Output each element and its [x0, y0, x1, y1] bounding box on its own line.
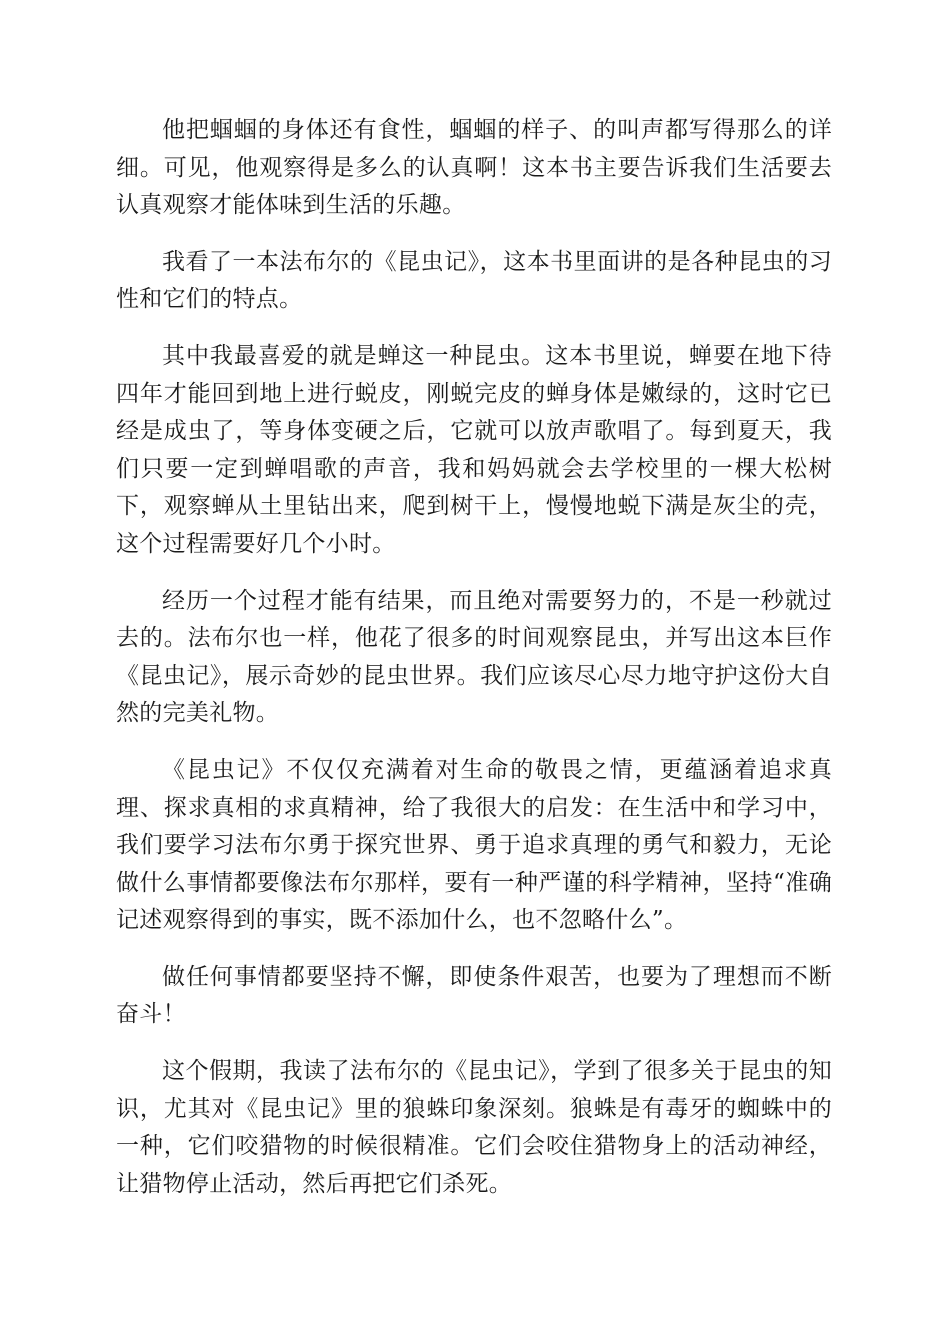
- document-body: [116, 112, 832, 1222]
- paragraph: 《昆虫记》不仅仅充满着对生命的敬畏之情，更蕴涵着追求真理、探求真相的求真精神，给了我很大的启发：在生活中和学习中，我们要学习法布尔勇于探究世界、勇于追求真理的勇气和毅力，无论做什么事情都要像法布尔那样，要有一种严谨的科学精神，坚持“准确记述观察得到的事实，既不添加什么，也不忽略什么”。: [116, 756, 832, 934]
- paragraph: 做任何事情都要坚持不懈，即使条件艰苦，也要为了理想而不断奋斗！: [116, 963, 832, 1028]
- paragraph: 这个假期，我读了法布尔的《昆虫记》，学到了很多关于昆虫的知识，尤其对《昆虫记》里的狼蛛印象深刻。狼蛛是有毒牙的蜘蛛中的一种，它们咬猎物的时候很精准。它们会咬住猎物身上的活动神经，让猎物停止活动，然后再把它们杀死。: [116, 1058, 832, 1197]
- paragraph: 他把蝈蝈的身体还有食性，蝈蝈的样子、的叫声都写得那么的详细。可见，他观察得是多么的认真啊！这本书主要告诉我们生活要去认真观察才能体味到生活的乐趣。: [116, 117, 832, 219]
- paragraph: 其中我最喜爱的就是蝉这一种昆虫。这本书里说，蝉要在地下待四年才能回到地上进行蜕皮，刚蜕完皮的蝉身体是嫩绿的，这时它已经是成虫了，等身体变硬之后，它就可以放声歌唱了。每到夏天，我们只要一定到蝉唱歌的声音，我和妈妈就会去学校里的一棵大松树下，观察蝉从土里钻出来，爬到树干上，慢慢地蜕下满是灰尘的壳，这个过程需要好几个小时。: [116, 342, 832, 557]
- paragraph: 经历一个过程才能有结果，而且绝对需要努力的，不是一秒就过去的。法布尔也一样，他花了很多的时间观察昆虫，并写出这本巨作《昆虫记》，展示奇妙的昆虫世界。我们应该尽心尽力地守护这份大自然的完美礼物。: [116, 587, 832, 727]
- paragraph: 我看了一本法布尔的《昆虫记》，这本书里面讲的是各种昆虫的习性和它们的特点。: [116, 248, 832, 313]
